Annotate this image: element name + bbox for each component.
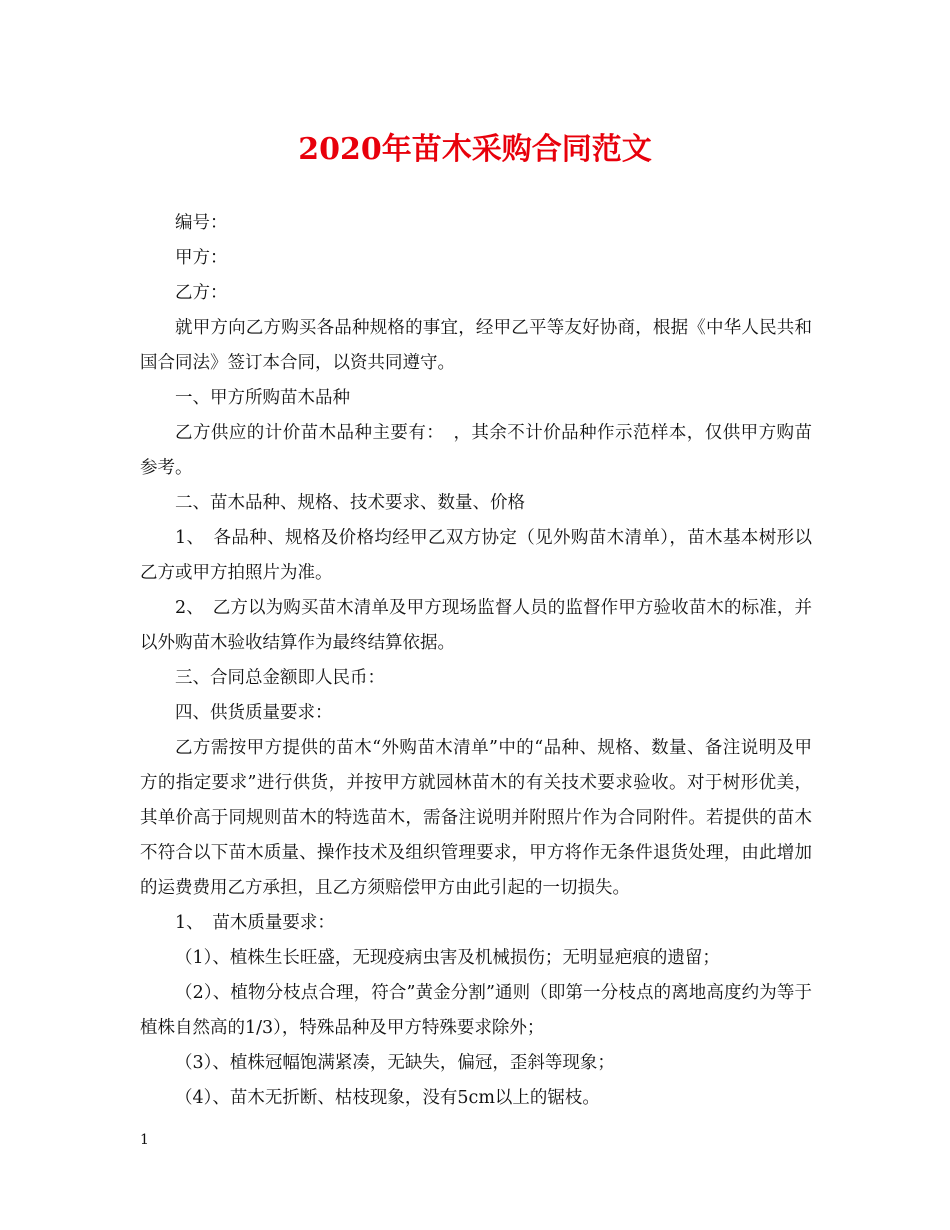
page-number: 1 [140, 1132, 149, 1148]
document-body [140, 206, 812, 1116]
paragraph-quality-2: （2）、植物分枝点合理，符合”黄金分割”通则（即第一分枝点的离地高度约为等于植株自然高的1/3），特殊品种及甲方特殊要求除外； [140, 983, 812, 1038]
paragraph-varieties: 乙方供应的计价苗木品种主要有： ，其余不计价品种作示范样本，仅供甲方购苗参考。 [140, 423, 812, 478]
section-heading-2: 二、苗木品种、规格、技术要求、数量、价格 [175, 493, 525, 513]
paragraph-party-a: 甲方： [175, 248, 228, 268]
paragraph-party-b: 乙方： [175, 283, 228, 303]
paragraph-quality-4: （4）、苗木无折断、枯枝现象，没有5cm以上的锯枝。 [175, 1088, 600, 1108]
paragraph-item-2-2: 2、 乙方以为购买苗木清单及甲方现场监督人员的监督作甲方验收苗木的标准，并以外购苗木验收结算作为最终结算依据。 [140, 598, 812, 653]
section-heading-1: 一、甲方所购苗木品种 [175, 388, 350, 408]
paragraph-quality-1: （1）、植株生长旺盛，无现疫病虫害及机械损伤；无明显疤痕的遗留； [175, 948, 720, 968]
paragraph-quality-3: （3）、植株冠幅饱满紧凑，无缺失，偏冠，歪斜等现象； [175, 1053, 615, 1073]
section-heading-3: 三、合同总金额即人民币： [175, 668, 385, 688]
paragraph-preamble: 就甲方向乙方购买各品种规格的事宜，经甲乙平等友好协商，根据《中华人民共和国合同法》签订本合同，以资共同遵守。 [140, 318, 812, 373]
paragraph-item-4-1: 1、 苗木质量要求： [175, 913, 335, 933]
paragraph-quality-requirements: 乙方需按甲方提供的苗木“外购苗木清单”中的“品种、规格、数量、备注说明及甲方的指定要求”进行供货，并按甲方就园林苗木的有关技术要求验收。对于树形优美，其单价高于同规则苗木的特选苗木，需备注说明并附照片作为合同附件。若提供的苗木不符合以下苗木质量、操作技术及组织管理要求，甲方将作无条件退货处理，由此增加的运费费用乙方承担，且乙方须赔偿甲方由此引起的一切损失。 [140, 738, 812, 898]
paragraph-contract-number: 编号： [175, 213, 228, 233]
section-heading-4: 四、供货质量要求： [175, 703, 333, 723]
document-title: 2020年苗木采购合同范文 [298, 132, 652, 167]
paragraph-item-2-1: 1、 各品种、规格及价格均经甲乙双方协定（见外购苗木清单），苗木基本树形以乙方或甲方拍照片为准。 [140, 528, 812, 583]
